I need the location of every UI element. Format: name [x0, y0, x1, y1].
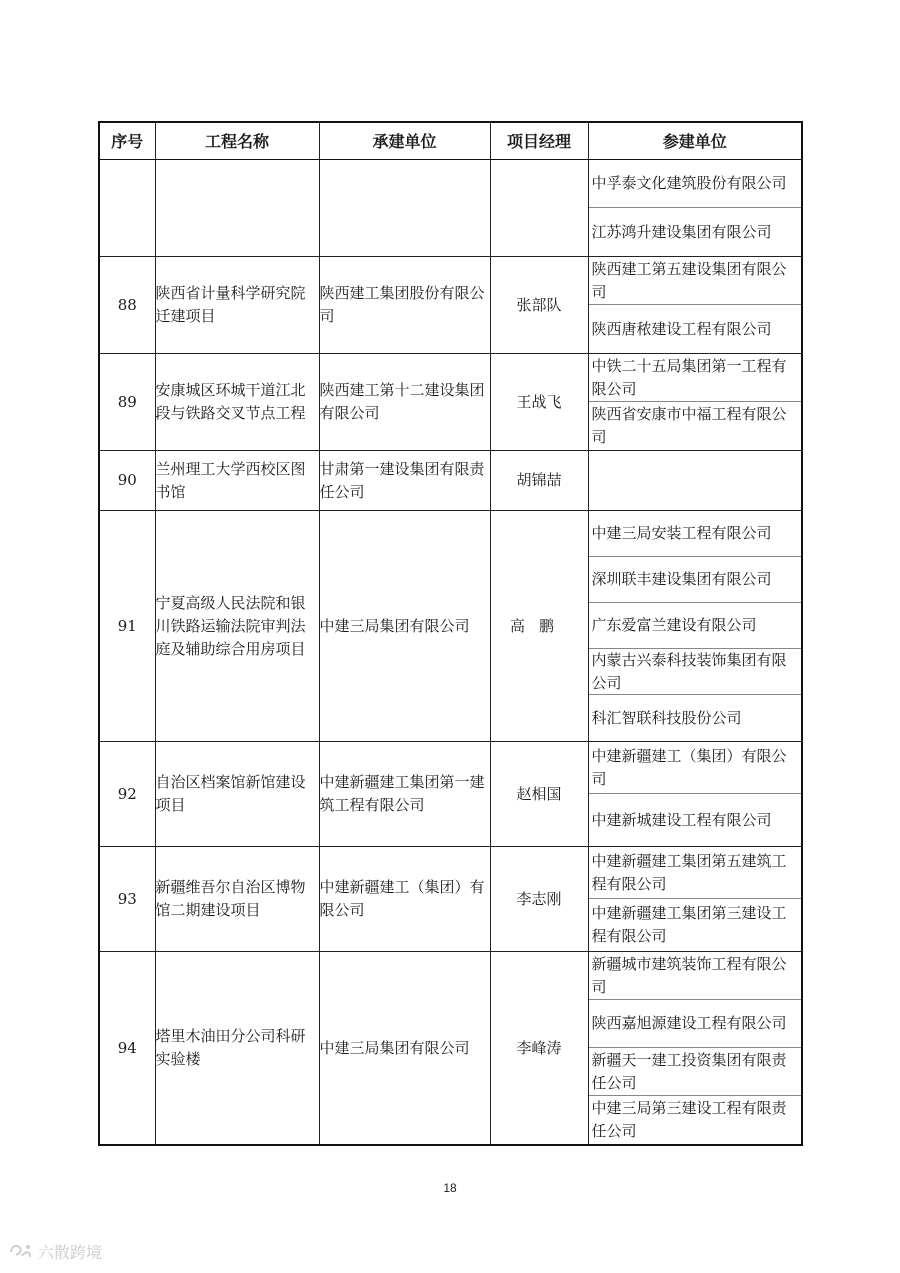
project-name-cell: 塔里木油田分公司科研实验楼: [155, 952, 319, 1146]
partner-unit-item: 中建新疆建工（集团）有限公司: [589, 742, 802, 794]
table-row: [99, 160, 802, 257]
row-index: 91: [99, 511, 155, 742]
partner-units-cell: [588, 742, 802, 847]
partner-units-cell: [588, 354, 802, 451]
partner-unit-item: 科汇智联科技股份公司: [591, 708, 742, 727]
table-row: [99, 451, 802, 511]
project-name-cell: [155, 160, 319, 257]
builder-cell: 中建新疆建工（集团）有限公司: [319, 847, 490, 952]
project-name-cell: 新疆维吾尔自治区博物馆二期建设项目: [155, 847, 319, 952]
partner-unit-item: 陕西建工第五建设集团有限公司: [589, 257, 802, 305]
partner-unit-item: 陕西省安康市中福工程有限公司: [591, 405, 787, 446]
builder-cell: [319, 160, 490, 257]
partner-units-cell: [588, 257, 802, 354]
builder-cell: 甘肃第一建设集团有限责任公司: [319, 451, 490, 511]
project-manager-cell: 张部队: [490, 257, 588, 354]
header-builder: 承建单位: [319, 122, 490, 160]
watermark-text: 六散跨境: [38, 1243, 103, 1262]
row-index: 88: [99, 257, 155, 354]
partner-unit-item: 中铁二十五局集团第一工程有限公司: [589, 354, 802, 402]
table-row: [99, 257, 802, 354]
project-manager-cell: 赵相国: [490, 742, 588, 847]
partner-unit-item: 广东爱富兰建设有限公司: [589, 603, 802, 649]
partner-unit-item: 江苏鸿升建设集团有限公司: [591, 222, 772, 241]
table-row: [99, 847, 802, 952]
header-index: 序号: [99, 122, 155, 160]
project-name-cell: 自治区档案馆新馆建设项目: [155, 742, 319, 847]
partner-unit-item: 中孚泰文化建筑股份有限公司: [589, 160, 802, 208]
partner-units-cell: [588, 511, 802, 742]
project-manager-cell: 胡锦喆: [490, 451, 588, 511]
project-name-cell: 安康城区环城干道江北段与铁路交叉节点工程: [155, 354, 319, 451]
watermark: [8, 1240, 102, 1263]
project-manager-cell: [490, 160, 588, 257]
project-manager-cell: 李峰涛: [490, 952, 588, 1146]
row-index: 89: [99, 354, 155, 451]
project-name-cell: 兰州理工大学西校区图书馆: [155, 451, 319, 511]
partner-units-cell: [588, 160, 802, 257]
partner-unit-item: 中建新疆建工集团第三建设工程有限公司: [591, 904, 787, 945]
partner-unit-item: 中建新城建设工程有限公司: [591, 810, 772, 829]
header-project-name: 工程名称: [155, 122, 319, 160]
builder-cell: 陕西建工集团股份有限公司: [319, 257, 490, 354]
project-name-cell: 宁夏高级人民法院和银川铁路运输法院审判法庭及辅助综合用房项目: [155, 511, 319, 742]
table-row: [99, 354, 802, 451]
row-index: 90: [99, 451, 155, 511]
partner-units-cell: [588, 847, 802, 952]
partner-unit-item: 中建新疆建工集团第五建筑工程有限公司: [589, 847, 802, 899]
partner-unit-item: 内蒙古兴泰科技装饰集团有限公司: [589, 649, 802, 695]
builder-cell: 中建三局集团有限公司: [319, 952, 490, 1146]
row-index: [99, 160, 155, 257]
row-index: 93: [99, 847, 155, 952]
partner-unit-item: 新疆城市建筑装饰工程有限公司: [589, 952, 802, 1000]
partner-unit-item: 陕西唐秾建设工程有限公司: [591, 319, 772, 338]
partner-units-cell: [588, 952, 802, 1146]
header-project-manager: 项目经理: [490, 122, 588, 160]
project-manager-cell: 王战飞: [490, 354, 588, 451]
header-partner-units: 参建单位: [588, 122, 802, 160]
partner-unit-item: 中建三局安装工程有限公司: [589, 511, 802, 557]
table-row: [99, 952, 802, 1146]
builder-cell: 中建三局集团有限公司: [319, 511, 490, 742]
table-row: [99, 742, 802, 847]
partner-unit-item: 深圳联丰建设集团有限公司: [589, 557, 802, 603]
row-index: 92: [99, 742, 155, 847]
table-row: [99, 511, 802, 742]
project-manager-cell: 高鹏: [490, 511, 588, 742]
page-number: 18: [443, 1181, 457, 1195]
builder-cell: 中建新疆建工集团第一建筑工程有限公司: [319, 742, 490, 847]
row-index: 94: [99, 952, 155, 1146]
partner-unit-item: 新疆天一建工投资集团有限责任公司: [589, 1048, 802, 1096]
project-manager-cell: 李志刚: [490, 847, 588, 952]
project-name-cell: 陕西省计量科学研究院迁建项目: [155, 257, 319, 354]
project-table: [98, 121, 803, 1146]
watermark-logo-icon: [8, 1242, 34, 1262]
builder-cell: 陕西建工第十二建设集团有限公司: [319, 354, 490, 451]
table-header-row: [99, 122, 802, 160]
partner-unit-item: 陕西嘉旭源建设工程有限公司: [589, 1000, 802, 1048]
partner-unit-item: 中建三局第三建设工程有限责任公司: [591, 1099, 787, 1140]
partner-units-cell: [588, 451, 802, 511]
